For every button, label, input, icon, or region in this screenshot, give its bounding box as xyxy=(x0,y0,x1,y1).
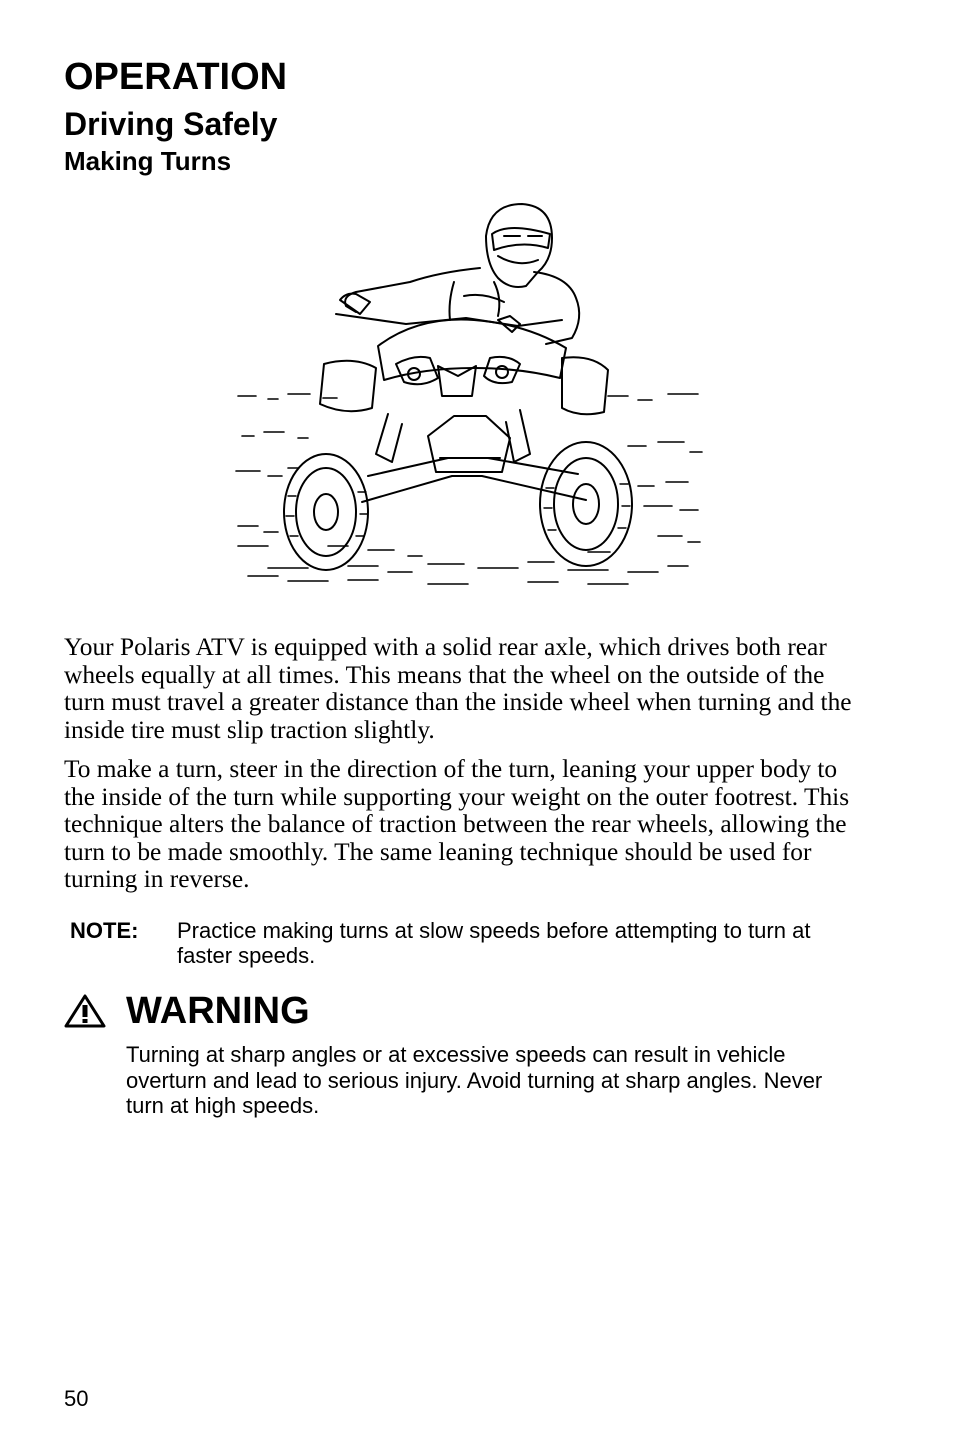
subsection-title: Driving Safely xyxy=(64,106,278,142)
note xyxy=(70,918,860,968)
note-label: NOTE: xyxy=(70,918,139,943)
page-number: 50 xyxy=(64,1386,89,1411)
topic-title: Making Turns xyxy=(64,146,232,176)
atv-rider-illustration xyxy=(228,196,714,592)
note-text: Practice making turns at slow speeds before attempting to turn at faster speeds. xyxy=(177,918,811,968)
warning-heading xyxy=(64,986,310,1036)
section-title: OPERATION xyxy=(64,56,288,98)
warning-title: WARNING xyxy=(126,990,310,1032)
body-paragraph: Your Polaris ATV is equipped with a solid rear axle, which drives both rear wheels equally at all times. This means that the wheel on the outside of the turn must travel a greater distance than the inside wheel when turning and the inside tire must slip traction slightly. xyxy=(64,633,852,744)
warning-text: Turning at sharp angles or at excessive speeds can result in vehicle overturn and lead to serious injury. Avoid turning at sharp angles. Never turn at high speeds. xyxy=(126,1042,823,1118)
body-text xyxy=(64,634,870,906)
body-paragraph: To make a turn, steer in the direction of the turn, leaning your upper body to the inside of the turn while supporting your weight on the outer footrest. This technique alters the balance of traction between the rear wheels, allowing the turn to be made smoothly. The same leaning technique should be used for turning in reverse. xyxy=(64,755,850,893)
warning-triangle-icon xyxy=(64,994,106,1028)
